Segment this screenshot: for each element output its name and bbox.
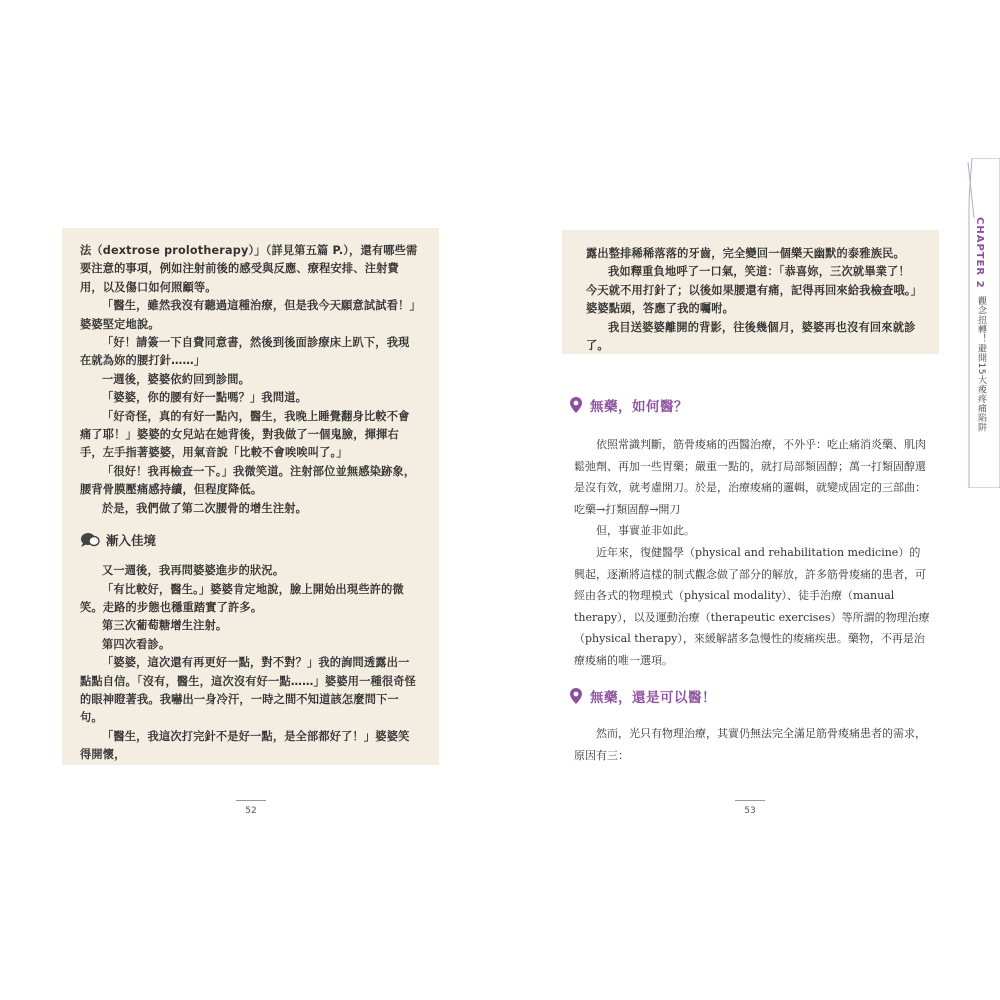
paragraph: 「婆婆，你的腰有好一點嗎？」我問道。	[102, 391, 307, 405]
page-number-left: 52	[245, 806, 257, 816]
section-title: 無藥，如何醫？	[590, 399, 688, 415]
paragraph: 近年來，復健醫學（physical and rehabilitation medicine）的興起，逐漸將這樣的制式觀念做了部分的解放，許多筋骨痠痛的患者，可經由各式的物理模式（physical modality）、徒手治療（manual therapy），以及運動治療（therapeutic exercises）等所謂的物理治療（physical therapy），來緩解諸多急慢性的痠痛疾患。藥物，不再是治療痠痛的唯一選項。	[574, 545, 930, 667]
paragraph: 「醫生，我這次打完針不是好一點，是全部都好了！」婆婆笑得開懷，	[80, 729, 410, 762]
paragraph: 「婆婆，這次還有再更好一點，對不對？」我的詢問透露出一點點自信。「沒有，醫生，這次沒有好一點……」婆婆用一種很奇怪的眼神瞪著我。我嚇出一身冷汗，一時之間不知道該怎麼問下一句。	[80, 656, 417, 725]
page-number-right: 53	[744, 806, 756, 816]
paragraph: 但，事實並非如此。	[596, 524, 695, 538]
paragraph: 「醫生，雖然我沒有聽過這種治療，但是我今天願意試試看！」婆婆堅定地說。	[80, 299, 416, 331]
location-pin-icon	[570, 397, 582, 413]
paragraph: 「好！請簽一下自費同意書，然後到後面診療床上趴下，我現在就為妳的腰打針……」	[80, 336, 410, 368]
location-pin-icon	[570, 688, 582, 704]
section-heading-gradual-improvement	[80, 528, 419, 552]
section-1-body	[574, 434, 930, 672]
paragraph: 又一週後，我再問婆婆進步的狀況。	[102, 564, 285, 578]
section-heading-no-drug-how-to-treat	[570, 395, 688, 415]
right-page-text-box	[562, 230, 939, 354]
paragraph: 然而，光只有物理治療，其實仍無法完全滿足筋骨痠痛患者的需求，原因有三：	[574, 727, 926, 762]
paragraph: 第四次看診。	[102, 637, 171, 651]
paragraph: 「有比較好，醫生。」婆婆肯定地說，臉上開始出現些許的微笑。走路的步態也穩重踏實了許多。	[80, 582, 404, 614]
left-page-text-box	[62, 228, 439, 765]
chapter-label: CHAPTER 2	[974, 217, 985, 289]
page-number-rule	[236, 800, 266, 801]
paragraph: 一週後，婆婆依約回到診間。	[102, 372, 251, 386]
paragraph: 依照常識判斷，筋骨痠痛的西醫治療，不外乎：吃止痛消炎藥、肌肉鬆弛劑、再加一些胃藥；嚴重一點的，就打局部類固醇；萬一打類固醇還是沒有效，就考慮開刀。於是，治療痠痛的邏輯，就變成固定的三部曲：吃藥→打類固醇→開刀	[574, 438, 926, 516]
paragraph: 露出整排稀稀落落的牙齒，完全變回一個樂天幽默的泰雅族民。	[586, 247, 905, 260]
section-title: 漸入佳境	[106, 533, 157, 549]
chapter-subtitle: 觀念扭轉！避開15大痠疼痛陷阱	[976, 296, 986, 432]
paragraph: 「好奇怪，真的有好一點內，醫生，我晚上睡覺翻身比較不會痛了耶！」婆婆的女兒站在她背後，對我做了一個鬼臉，揮揮右手，左手指著婆婆，用氣音說「比較不會唉唉叫了。」	[80, 409, 410, 460]
section-title: 無藥，還是可以醫！	[590, 690, 716, 706]
section-2-body	[574, 723, 930, 766]
paragraph: 我如釋重負地呼了一口氣，笑道：「恭喜妳，三次就畢業了！今天就不用打針了；以後如果腰還有痛，記得再回來給我檢查哦。」婆婆點頭，答應了我的囑咐。	[586, 265, 917, 316]
section-heading-no-drug-still-treatable	[570, 686, 716, 706]
paragraph: 法（dextrose prolotherapy）」（詳見第五篇 P.），還有哪些需要注意的事項，例如注射前後的感受與反應、療程安排、注射費用，以及傷口如何照顧等。	[80, 244, 418, 294]
speech-bubble-icon	[80, 532, 100, 548]
paragraph: 我目送婆婆離開的背影，往後幾個月，婆婆再也沒有回來就診了。	[586, 320, 916, 353]
paragraph: 第三次葡萄糖增生注射。	[102, 619, 228, 633]
paragraph: 「很好！我再檢查一下。」我微笑道。注射部位並無感染跡象，腰背骨膜壓痛感持續，但程度降低。	[80, 464, 416, 497]
paragraph: 於是，我們做了第二次腰骨的增生注射。	[102, 501, 307, 515]
page-number-rule	[735, 800, 765, 801]
